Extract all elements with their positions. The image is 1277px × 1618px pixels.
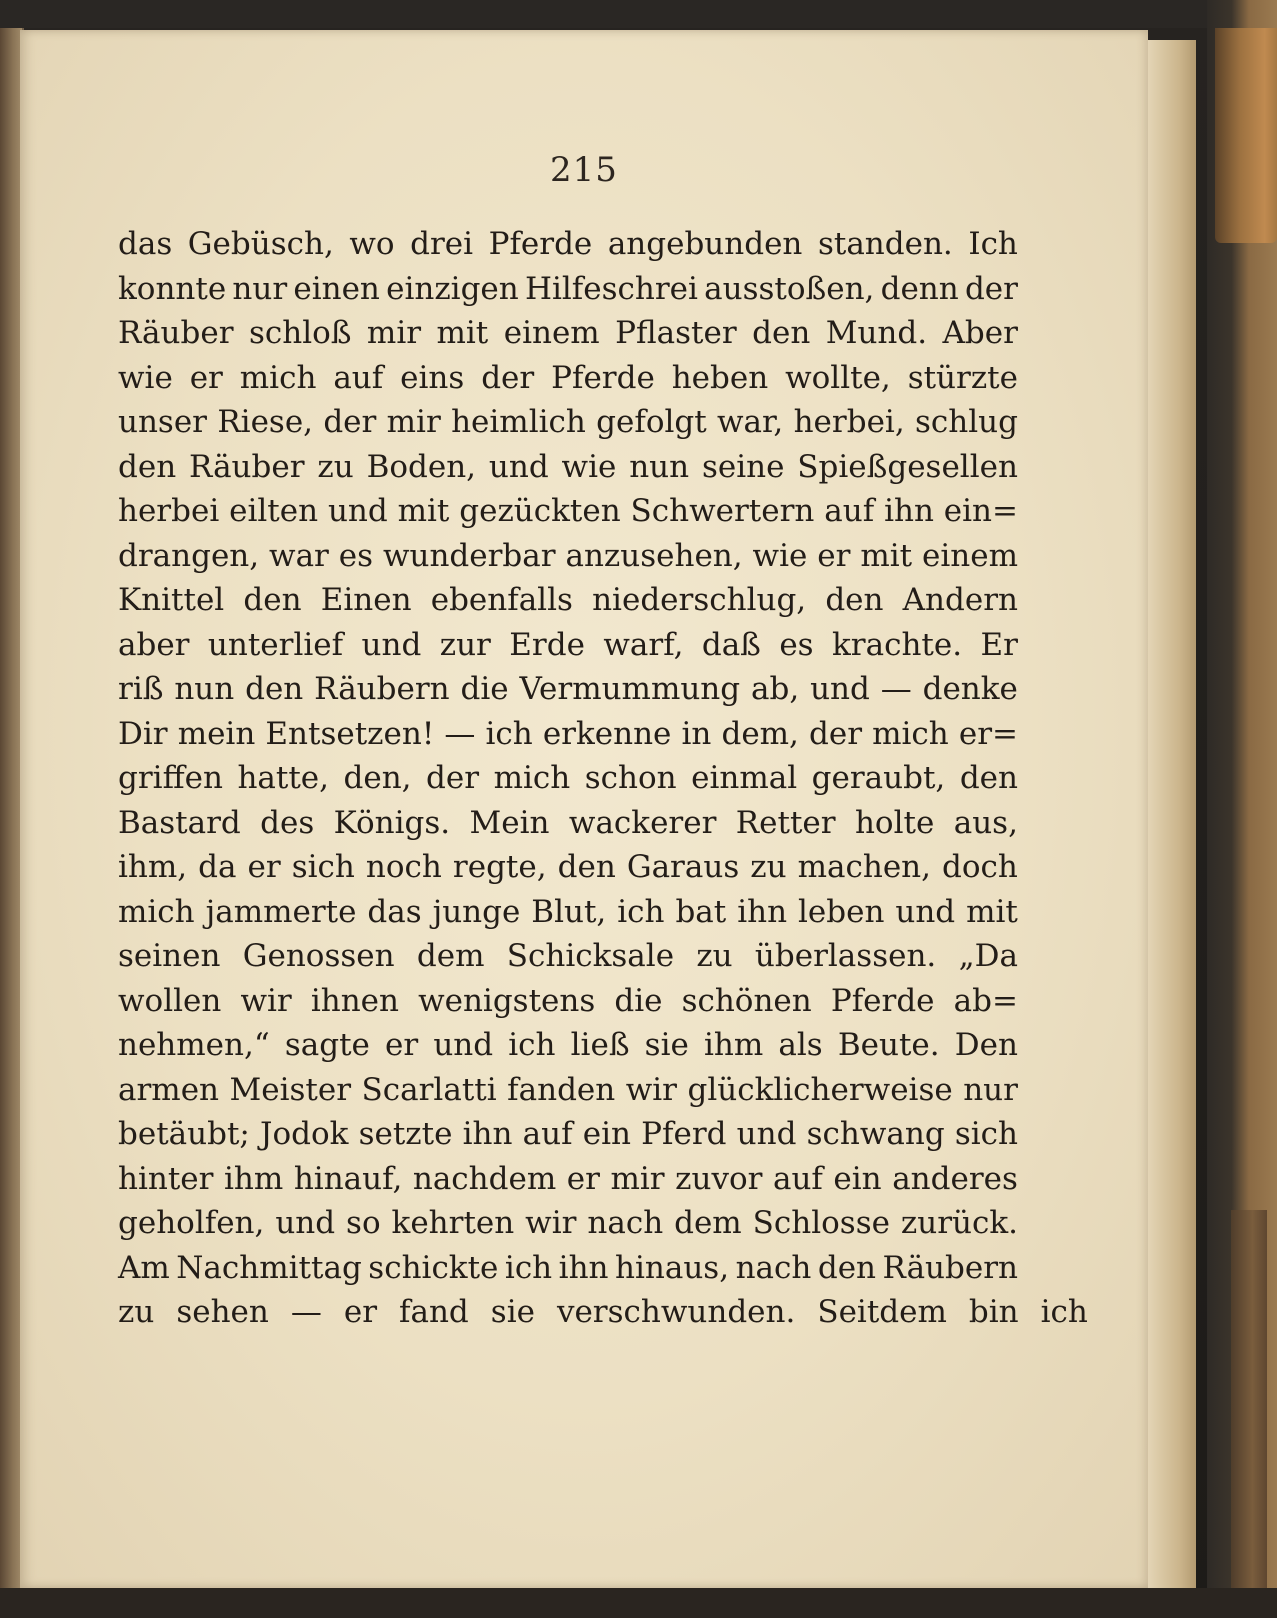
word: wie: [752, 537, 808, 574]
word: der: [323, 404, 377, 440]
word: heben: [671, 359, 769, 396]
word: Dir: [118, 715, 168, 752]
text-line: [118, 623, 1018, 668]
word: Spießgesellen: [797, 448, 1018, 485]
word: die: [614, 982, 663, 1019]
word: einem: [503, 315, 600, 351]
word: holte: [854, 804, 935, 841]
word: Pferd: [641, 1116, 727, 1152]
word: Beute.: [837, 1027, 940, 1063]
word: glücklicherweise: [687, 1071, 953, 1108]
word: bin: [968, 1294, 1019, 1330]
word: ein: [833, 1160, 882, 1197]
right-cover-leather-lower: [1231, 1210, 1267, 1590]
word: konnte: [118, 270, 227, 307]
word: —: [880, 671, 912, 707]
word: Erde: [509, 626, 585, 663]
word: zu: [696, 938, 733, 974]
word: Knittel: [118, 582, 225, 618]
word: mir: [610, 1160, 665, 1197]
word: es: [779, 626, 814, 663]
word: mich: [493, 760, 571, 796]
word: armen: [118, 1071, 220, 1108]
word: noch: [365, 849, 442, 885]
word: und: [488, 448, 549, 485]
word: Seitdem: [817, 1294, 947, 1330]
word: sagte: [284, 1027, 370, 1063]
word: zu: [118, 1294, 155, 1330]
word: sich: [954, 1116, 1018, 1152]
word: nach: [587, 1205, 664, 1241]
word: wollen: [118, 982, 222, 1019]
word: Jodok: [260, 1116, 349, 1152]
word: wo: [349, 226, 395, 262]
word: Einen: [320, 582, 412, 618]
word: Scarlatti: [361, 1071, 497, 1108]
word: nur: [963, 1071, 1018, 1108]
word: angebunden: [607, 226, 803, 262]
text-line: [118, 1290, 1088, 1335]
word: zu: [317, 448, 354, 485]
word: gezückten: [459, 493, 621, 529]
word: wie: [118, 359, 173, 396]
word: ihn: [462, 1116, 513, 1152]
text-line: [118, 979, 1018, 1024]
word: schloß: [248, 315, 352, 351]
word: aus,: [953, 804, 1018, 841]
word: Entsetzen!: [265, 715, 435, 752]
word: Räubern: [882, 1249, 1018, 1286]
word: ebenfalls: [430, 582, 573, 618]
word: schönen: [681, 982, 812, 1019]
scan-top-edge: [0, 0, 1277, 28]
word: Räuber: [118, 315, 234, 351]
text-line: [118, 934, 1018, 979]
word: Retter: [735, 804, 836, 841]
word: wollte,: [785, 359, 891, 396]
word: und: [327, 493, 388, 529]
word: ich: [508, 1027, 556, 1063]
text-line: [118, 1246, 1018, 1291]
text-line: [118, 267, 1018, 312]
word: doch: [942, 849, 1018, 885]
word: junge: [432, 893, 521, 930]
word: und: [433, 1027, 494, 1063]
book-page: [20, 30, 1148, 1588]
right-cover-leather-corner: [1215, 28, 1277, 243]
word: die: [460, 671, 509, 707]
word: seinen: [118, 938, 221, 974]
word: wir: [625, 1071, 677, 1108]
word: er: [817, 537, 851, 574]
word: den: [118, 448, 177, 485]
text-line: [118, 311, 1018, 356]
word: verschwunden.: [556, 1294, 796, 1330]
word: seine: [701, 448, 785, 485]
word: in: [681, 715, 712, 752]
word: Mein: [469, 804, 550, 841]
word: mit: [966, 893, 1018, 930]
text-line: [118, 356, 1018, 401]
page-text-block: [118, 222, 1088, 1335]
text-line: [118, 489, 1018, 534]
word: Ich: [968, 226, 1018, 262]
page-stack-edge: [1140, 40, 1196, 1590]
word: mein: [177, 715, 256, 752]
word: geholfen,: [118, 1205, 265, 1241]
word: zurück.: [900, 1205, 1018, 1241]
word: Boden,: [366, 448, 477, 485]
word: Schlosse: [752, 1205, 890, 1241]
word: eilten: [229, 493, 319, 529]
word: dem: [674, 1205, 742, 1241]
word: einzigen: [386, 270, 519, 307]
word: wenigstens: [418, 982, 596, 1019]
word: anzusehen,: [565, 537, 743, 574]
word: und: [810, 671, 870, 707]
word: wackerer: [568, 804, 717, 841]
word: schickte: [368, 1249, 499, 1286]
word: da: [198, 849, 237, 885]
word: fand: [399, 1294, 469, 1330]
word: Meister: [229, 1071, 352, 1108]
word: mich: [118, 893, 195, 930]
word: und: [895, 893, 956, 930]
word: nachdem: [412, 1160, 557, 1197]
word: ein=: [943, 493, 1018, 529]
word: leben: [798, 893, 885, 930]
word: ließ: [570, 1027, 630, 1063]
word: Den: [954, 1027, 1018, 1063]
word: ein: [582, 1116, 631, 1152]
text-line: [118, 756, 1018, 801]
word: warf,: [603, 626, 684, 663]
word: mit: [860, 537, 913, 574]
word: nehmen,“: [118, 1027, 270, 1063]
word: den,: [343, 760, 412, 796]
word: sie: [490, 1294, 535, 1330]
word: den: [752, 315, 811, 351]
word: aber: [118, 626, 190, 663]
word: —: [290, 1294, 322, 1330]
word: einmal: [691, 760, 798, 796]
word: war,: [717, 404, 784, 440]
word: schon: [584, 760, 677, 796]
text-line: [118, 1068, 1018, 1113]
word: der: [809, 715, 863, 752]
text-line: [118, 445, 1018, 490]
word: mich: [239, 359, 317, 396]
word: Riese,: [217, 404, 314, 440]
word: herbei,: [793, 404, 905, 440]
word: geraubt,: [811, 760, 946, 796]
word: unser: [118, 404, 208, 440]
text-line: [118, 534, 1018, 579]
text-line: [118, 667, 1018, 712]
word: der: [426, 760, 480, 796]
word: wir: [525, 1205, 577, 1241]
word: hinaus,: [615, 1249, 730, 1286]
text-line: [118, 1201, 1018, 1246]
word: wir: [240, 982, 292, 1019]
word: Räubern: [314, 671, 450, 707]
word: den: [825, 582, 884, 618]
word: und: [736, 1116, 797, 1152]
text-line: [118, 1112, 1018, 1157]
word: Hilfeschrei: [524, 270, 698, 307]
word: nun: [174, 671, 235, 707]
word: ihm: [224, 1160, 284, 1197]
word: Königs.: [333, 804, 451, 841]
word: des: [260, 804, 315, 841]
word: Schicksale: [506, 938, 675, 974]
word: Garaus: [626, 849, 740, 885]
word: einem: [922, 537, 1018, 574]
word: hinauf,: [293, 1160, 403, 1197]
word: eins: [400, 359, 465, 396]
word: so: [346, 1205, 381, 1241]
word: Er: [980, 626, 1018, 663]
word: auf: [522, 1116, 573, 1152]
word: er=: [958, 715, 1018, 752]
word: als: [778, 1027, 823, 1063]
word: heimlich: [451, 404, 586, 440]
word: niederschlug,: [592, 582, 807, 618]
word: Nachmittag: [176, 1249, 362, 1286]
word: mit: [436, 315, 489, 351]
word: Räuber: [189, 448, 305, 485]
word: schlug: [914, 404, 1018, 440]
word: zu: [750, 849, 787, 885]
word: Genossen: [242, 938, 395, 974]
word: das: [367, 893, 422, 930]
word: schwang: [806, 1116, 945, 1152]
word: und: [361, 626, 422, 663]
word: einen: [293, 270, 380, 307]
word: Andern: [902, 582, 1018, 618]
text-line: [118, 578, 1018, 623]
word: mir: [386, 404, 441, 440]
word: der: [964, 270, 1018, 307]
word: dem,: [721, 715, 799, 752]
word: dem: [416, 938, 485, 974]
page-number: 215: [550, 150, 618, 190]
text-line: [118, 801, 1018, 846]
word: der: [481, 359, 535, 396]
word: Schwertern: [630, 493, 815, 529]
scan-bottom-edge: [0, 1588, 1277, 1618]
word: machen,: [797, 849, 931, 885]
word: jammerte: [205, 893, 357, 930]
word: regte,: [452, 849, 547, 885]
word: es: [338, 537, 374, 574]
word: anderes: [892, 1160, 1018, 1197]
word: drei: [410, 226, 474, 262]
word: Aber: [942, 315, 1018, 351]
text-line: [118, 845, 1018, 890]
word: ab,: [751, 671, 800, 707]
word: denke: [922, 671, 1018, 707]
word: ich: [504, 1249, 553, 1286]
word: denn: [880, 270, 959, 307]
word: ihn: [558, 1249, 609, 1286]
word: ich: [617, 893, 665, 930]
word: auf: [333, 359, 384, 396]
word: fanden: [507, 1071, 616, 1108]
word: Bastard: [118, 804, 241, 841]
word: das: [118, 226, 173, 262]
word: zuvor: [675, 1160, 763, 1197]
text-line: [118, 890, 1018, 935]
word: ihn: [737, 893, 788, 930]
word: herbei: [118, 493, 220, 529]
word: ab=: [953, 982, 1018, 1019]
word: überlassen.: [754, 938, 937, 974]
word: gefolgt: [596, 404, 707, 440]
word: mir: [366, 315, 422, 351]
word: setzte: [358, 1116, 453, 1152]
word: war: [269, 537, 329, 574]
word: den: [557, 849, 616, 885]
word: ihm: [703, 1027, 764, 1063]
word: hinter: [118, 1160, 214, 1197]
word: nur: [232, 270, 288, 307]
word: —: [444, 715, 476, 752]
word: riß: [118, 671, 164, 707]
word: nach: [735, 1249, 812, 1286]
word: ihn: [884, 493, 934, 529]
word: er: [343, 1294, 378, 1330]
word: und: [275, 1205, 336, 1241]
word: daß: [701, 626, 761, 663]
word: sich: [291, 849, 355, 885]
text-line: [118, 712, 1018, 757]
word: nun: [629, 448, 690, 485]
word: den: [243, 582, 302, 618]
word: ich: [485, 715, 533, 752]
word: hatte,: [237, 760, 329, 796]
word: ihm,: [118, 849, 188, 885]
word: er: [566, 1160, 600, 1197]
word: wunderbar: [382, 537, 556, 574]
word: bat: [675, 893, 727, 930]
word: betäubt;: [118, 1116, 250, 1152]
word: standen.: [817, 226, 953, 262]
word: Pferde: [488, 226, 593, 262]
word: Am: [118, 1249, 170, 1286]
word: drangen,: [118, 537, 260, 574]
word: sie: [644, 1027, 689, 1063]
word: kehrten: [391, 1205, 515, 1241]
word: Pferde: [830, 982, 935, 1019]
text-line: [118, 1023, 1018, 1068]
word: Mund.: [825, 315, 928, 351]
word: stürzte: [907, 359, 1018, 396]
word: Blut,: [531, 893, 607, 930]
word: krachte.: [832, 626, 963, 663]
word: den: [245, 671, 304, 707]
word: mich: [872, 715, 949, 752]
word: er: [247, 849, 281, 885]
word: ich: [1040, 1294, 1088, 1330]
word: ausstoßen,: [704, 270, 875, 307]
text-line: [118, 400, 1018, 445]
word: auf: [824, 493, 875, 529]
word: mit: [397, 493, 450, 529]
word: Gebüsch,: [187, 226, 334, 262]
word: unterlief: [207, 626, 344, 663]
text-line: [118, 1157, 1018, 1202]
word: zur: [439, 626, 491, 663]
word: auf: [772, 1160, 823, 1197]
word: den: [817, 1249, 877, 1286]
text-line: [118, 222, 1018, 267]
word: Pferde: [551, 359, 655, 396]
word: wie: [561, 448, 617, 485]
word: griffen: [118, 760, 223, 796]
word: Pflaster: [615, 315, 737, 351]
word: Vermummung: [519, 671, 741, 707]
word: erkenne: [542, 715, 672, 752]
word: den: [959, 760, 1018, 796]
word: er: [385, 1027, 419, 1063]
word: er: [189, 359, 223, 396]
word: sehen: [176, 1294, 269, 1330]
word: „Da: [958, 938, 1018, 974]
word: ihnen: [310, 982, 399, 1019]
